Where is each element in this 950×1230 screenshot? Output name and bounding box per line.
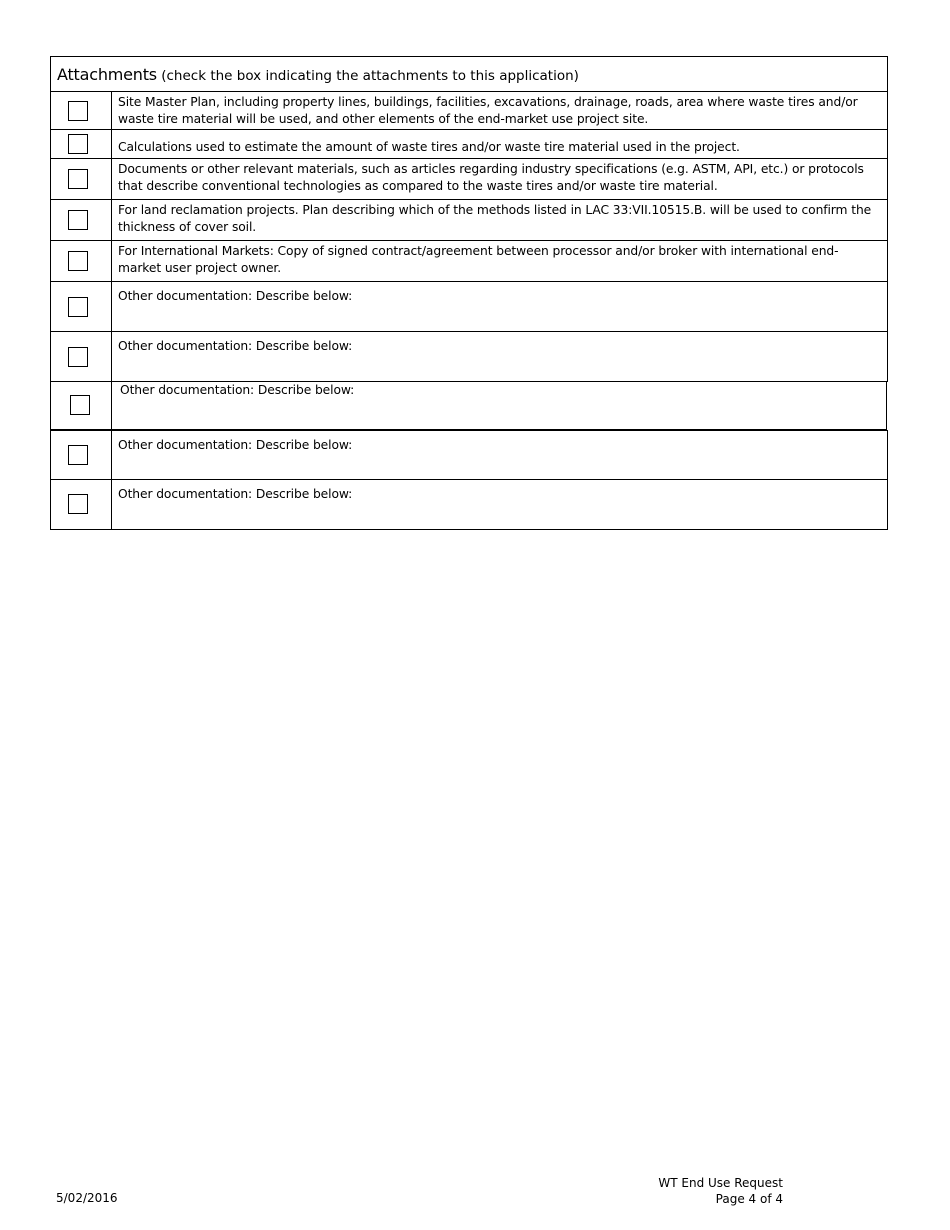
calculations-label: Calculations used to estimate the amount of waste tires and/or waste tire material used in the project. xyxy=(118,140,740,154)
other-documentation-1-checkbox[interactable] xyxy=(68,297,88,317)
site-master-plan-label: Site Master Plan, including property lines, buildings, facilities, excavations, drainage, roads, area where waste tires and/or waste tire material will be used, and other elements of the end-market use project site. xyxy=(118,95,858,126)
attachment-row-other-3 xyxy=(50,382,887,430)
page-number: Page 4 of 4 xyxy=(715,1192,783,1206)
international-markets-label: For International Markets: Copy of signed contract/agreement between processor and/or broker with international end-market user project owner. xyxy=(118,244,839,275)
other-documentation-5-label: Other documentation: Describe below: xyxy=(118,487,353,501)
checkbox-cell xyxy=(51,159,112,199)
checkbox-cell xyxy=(51,382,112,429)
attachment-row-other-5 xyxy=(50,480,888,530)
attachment-row-land-reclamation xyxy=(50,200,888,241)
other-documentation-5-checkbox[interactable] xyxy=(68,494,88,514)
documents-label: Documents or other relevant materials, such as articles regarding industry specifications (e.g. ASTM, API, etc.) or protocols that describe conventional technologies as compared to the waste tires and/or waste tire material. xyxy=(118,162,864,193)
attachments-table xyxy=(50,56,888,530)
checkbox-cell xyxy=(51,431,112,479)
international-markets-checkbox[interactable] xyxy=(68,251,88,271)
attachments-header xyxy=(50,56,888,92)
checkbox-cell xyxy=(51,480,112,529)
checkbox-cell xyxy=(51,241,112,281)
other-documentation-4-checkbox[interactable] xyxy=(68,445,88,465)
attachments-title: Attachments xyxy=(57,65,157,84)
land-reclamation-label: For land reclamation projects. Plan describing which of the methods listed in LAC 33:VII.10515.B. will be used to confirm the thickness of cover soil. xyxy=(118,203,872,234)
other-documentation-3-checkbox[interactable] xyxy=(70,395,90,415)
other-documentation-2-checkbox[interactable] xyxy=(68,347,88,367)
land-reclamation-checkbox[interactable] xyxy=(68,210,88,230)
attachment-row-other-1 xyxy=(50,282,888,332)
form-name: WT End Use Request xyxy=(658,1176,783,1190)
documents-checkbox[interactable] xyxy=(68,169,88,189)
other-documentation-3-label: Other documentation: Describe below: xyxy=(120,383,355,397)
attachments-instruction: (check the box indicating the attachments to this application) xyxy=(161,68,579,84)
checkbox-cell xyxy=(51,200,112,240)
other-documentation-4-label: Other documentation: Describe below: xyxy=(118,438,353,452)
checkbox-cell xyxy=(51,130,112,158)
other-documentation-2-label: Other documentation: Describe below: xyxy=(118,339,353,353)
attachment-row-other-2 xyxy=(50,332,888,382)
calculations-checkbox[interactable] xyxy=(68,134,88,154)
attachment-row-other-4 xyxy=(50,430,888,480)
checkbox-cell xyxy=(51,92,112,129)
attachment-row-site-master-plan xyxy=(50,92,888,130)
site-master-plan-checkbox[interactable] xyxy=(68,101,88,121)
attachment-row-international-markets xyxy=(50,241,888,282)
revision-date: 5/02/2016 xyxy=(56,1191,118,1205)
other-documentation-1-label: Other documentation: Describe below: xyxy=(118,289,353,303)
attachment-row-documents xyxy=(50,159,888,200)
attachment-row-calculations xyxy=(50,130,888,159)
footer-form-info xyxy=(600,1175,783,1207)
checkbox-cell xyxy=(51,282,112,331)
checkbox-cell xyxy=(51,332,112,381)
